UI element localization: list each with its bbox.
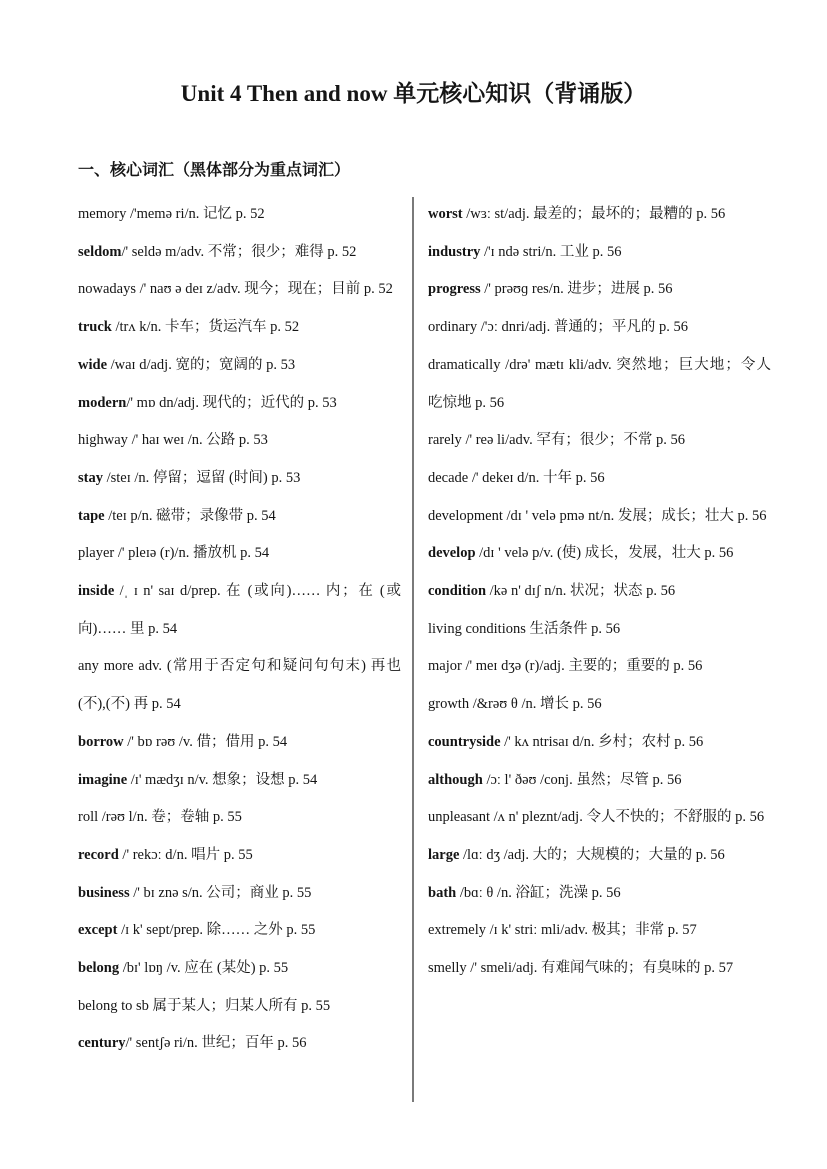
vocab-entry	[78, 460, 401, 498]
vocab-detail: /bɑː θ /n. 浴缸；洗澡 p. 56	[456, 884, 621, 901]
vocab-entry	[78, 1025, 401, 1063]
vocab-word: condition	[428, 583, 487, 600]
vocab-word: inside	[78, 583, 115, 600]
vocab-detail: /kə n' dɪʃ n/n. 状况；状态 p. 56	[486, 583, 676, 600]
vocab-word: wide	[78, 356, 107, 373]
column-divider	[412, 197, 414, 1102]
vocab-word: roll	[78, 809, 99, 826]
vocab-entry	[78, 234, 401, 272]
vocab-detail: /bɪ' lɒŋ /v. 应在 (某处) p. 55	[119, 960, 289, 977]
vocab-entry	[428, 686, 771, 724]
vocab-column-left	[78, 196, 401, 1063]
vocab-entry	[78, 875, 401, 913]
vocab-word: any more	[78, 658, 134, 675]
vocab-word: dramatically	[428, 356, 501, 373]
vocab-entry	[428, 498, 771, 536]
vocab-entry	[428, 648, 771, 686]
vocab-detail: /'ɪ ndə stri/n. 工业 p. 56	[480, 243, 622, 260]
page-title: Unit 4 Then and now 单元核心知识（背诵版）	[180, 81, 647, 106]
vocab-word: nowadays	[78, 281, 136, 298]
vocab-entry	[78, 950, 401, 988]
vocab-entry	[428, 611, 771, 649]
vocab-entry	[428, 724, 771, 762]
vocab-word: countryside	[428, 733, 501, 750]
vocab-entry	[78, 724, 401, 762]
vocab-entry	[78, 912, 401, 950]
vocab-word: except	[78, 922, 118, 939]
vocab-detail: /' seldə m/adv. 不常；很少；难得 p. 52	[121, 243, 357, 260]
vocab-detail: adv. (常用于否定句和疑问句句末) 再也(不),(不) 再 p. 54	[78, 658, 402, 713]
vocab-detail: /dɪ ' velə pmə nt/n. 发展；成长；壮大 p. 56	[502, 507, 767, 524]
vocab-detail: /&rəʊ θ /n. 增长 p. 56	[469, 696, 602, 713]
vocab-entry	[428, 912, 771, 950]
vocab-word: develop	[428, 545, 476, 562]
vocab-entry	[78, 196, 401, 234]
vocab-word: tape	[78, 507, 105, 524]
vocab-word: modern	[78, 394, 127, 411]
vocab-entry	[428, 837, 771, 875]
vocab-word: century	[78, 1035, 126, 1052]
vocab-word: player	[78, 545, 115, 562]
vocab-detail: /'ɔː dnri/adj. 普通的；平凡的 p. 56	[477, 319, 688, 336]
vocab-word: growth	[428, 696, 470, 713]
vocab-entry	[428, 573, 771, 611]
vocab-entry	[78, 309, 401, 347]
vocab-detail: /ɪ' mædʒɪ n/v. 想象；设想 p. 54	[127, 771, 318, 788]
vocab-word: belong	[78, 960, 120, 977]
vocab-entry	[78, 271, 401, 309]
vocab-detail: /teɪ p/n. 磁带；录像带 p. 54	[104, 507, 276, 524]
vocab-detail: /rəʊ l/n. 卷；卷轴 p. 55	[98, 809, 242, 826]
vocab-entry	[78, 535, 401, 573]
vocab-word: development	[428, 507, 503, 524]
vocab-detail: /wɜː st/adj. 最差的；最坏的；最糟的 p. 56	[462, 206, 726, 222]
vocab-entry	[428, 535, 771, 573]
vocab-detail: /dɪ ' velə p/v. (使) 成长，发展，壮大 p. 56	[475, 545, 734, 562]
vocab-entry	[428, 271, 771, 309]
vocab-detail: 生活条件 p. 56	[525, 620, 621, 637]
vocab-detail: /waɪ d/adj. 宽的；宽阔的 p. 53	[107, 356, 296, 373]
vocab-word: major	[428, 658, 462, 675]
vocab-entry	[428, 460, 771, 498]
vocab-detail: /' bɪ znə s/n. 公司；商业 p. 55	[129, 884, 312, 901]
vocab-detail: /steɪ /n. 停留；逗留 (时间) p. 53	[102, 469, 301, 486]
vocab-entry	[428, 309, 771, 347]
vocab-entry	[428, 762, 771, 800]
vocab-word: extremely	[428, 922, 486, 939]
vocab-entry	[428, 234, 771, 272]
vocab-entry	[78, 762, 401, 800]
vocab-word: seldom	[78, 243, 122, 260]
vocab-word: ordinary	[428, 319, 478, 336]
vocab-word: worst	[428, 206, 463, 222]
vocab-entry	[78, 385, 401, 423]
vocab-entry	[428, 347, 771, 422]
vocab-detail: /' bɒ rəʊ /v. 借；借用 p. 54	[123, 733, 288, 750]
vocab-entry	[78, 837, 401, 875]
vocab-detail: /'memə ri/n. 记忆 p. 52	[126, 206, 265, 222]
vocab-word: highway	[78, 432, 128, 449]
vocab-detail: /lɑː dʒ /adj. 大的；大规模的；大量的 p. 56	[459, 846, 725, 863]
vocab-word: memory	[78, 206, 127, 222]
vocab-entry	[78, 422, 401, 460]
vocab-detail: /drə' mætɪ kli/adv. 突然地；巨大地；令人吃惊地 p. 56	[428, 356, 771, 411]
vocab-entry	[78, 988, 401, 1026]
vocab-word: stay	[78, 469, 103, 486]
vocab-detail: /' meɪ dʒə (r)/adj. 主要的；重要的 p. 56	[461, 658, 703, 675]
vocab-entry	[78, 498, 401, 536]
vocab-word: living conditions	[428, 620, 526, 637]
vocab-word: truck	[78, 319, 112, 336]
vocab-detail: /' mɒ dn/adj. 现代的；近代的 p. 53	[126, 394, 337, 411]
vocab-detail: /' dekeɪ d/n. 十年 p. 56	[468, 469, 605, 486]
vocab-detail: /' reə li/adv. 罕有；很少；不常 p. 56	[461, 432, 685, 449]
vocab-detail: /' haɪ weɪ /n. 公路 p. 53	[127, 432, 268, 449]
vocab-word: smelly	[428, 960, 467, 977]
vocab-word: large	[428, 846, 460, 863]
vocab-detail: /ˌ ɪ n' saɪ d/prep. 在 (或向)…… 内；在 (或向)…… 里 p. 54	[78, 583, 401, 637]
vocab-detail: /' kʌ ntrisaɪ d/n. 乡村；农村 p. 56	[500, 733, 704, 750]
vocab-entry	[428, 422, 771, 460]
vocab-word: bath	[428, 884, 457, 901]
vocab-entry	[428, 799, 771, 837]
vocab-detail: /' sentʃə ri/n. 世纪；百年 p. 56	[125, 1035, 307, 1052]
vocab-detail: /ɔː l' ðəʊ /conj. 虽然；尽管 p. 56	[482, 771, 682, 788]
vocab-entry	[78, 648, 401, 723]
vocab-word: rarely	[428, 432, 462, 449]
vocab-detail: /' rekɔː d/n. 唱片 p. 55	[118, 846, 253, 863]
vocab-detail: /' pleɪə (r)/n. 播放机 p. 54	[114, 545, 270, 562]
vocab-entry	[78, 347, 401, 385]
vocab-entry	[428, 196, 771, 234]
vocab-entry	[428, 950, 771, 988]
vocab-word: imagine	[78, 771, 128, 788]
vocab-detail: /' prəʊɡ res/n. 进步；进展 p. 56	[480, 281, 673, 298]
vocab-word: belong to sb	[78, 997, 149, 1014]
vocab-word: although	[428, 771, 483, 788]
vocab-column-right	[428, 196, 771, 988]
vocab-word: borrow	[78, 733, 124, 750]
vocab-detail: /' smeli/adj. 有难闻气味的；有臭味的 p. 57	[466, 960, 734, 977]
section-heading-core-vocabulary: 一、核心词汇（黑体部分为重点词汇）	[78, 162, 351, 179]
vocab-detail: /' naʊ ə deɪ z/adv. 现今；现在；目前 p. 52	[136, 281, 393, 298]
vocab-word: business	[78, 884, 130, 901]
vocab-word: industry	[428, 243, 481, 260]
vocab-word: record	[78, 846, 119, 863]
vocab-detail: /ʌ n' pleznt/adj. 令人不快的；不舒服的 p. 56	[490, 809, 765, 826]
vocab-word: unpleasant	[428, 809, 491, 826]
vocab-word: decade	[428, 469, 469, 486]
vocab-word: progress	[428, 281, 481, 298]
vocab-detail: /trʌ k/n. 卡车；货运汽车 p. 52	[111, 319, 300, 336]
vocab-detail: /ɪ k' sept/prep. 除…… 之外 p. 55	[117, 922, 316, 939]
vocab-entry	[78, 799, 401, 837]
vocab-entry	[428, 875, 771, 913]
vocab-detail: /ɪ k' striː mli/adv. 极其；非常 p. 57	[485, 922, 697, 939]
vocab-entry	[78, 573, 401, 648]
vocab-detail: 属于某人；归某人所有 p. 55	[148, 997, 331, 1014]
